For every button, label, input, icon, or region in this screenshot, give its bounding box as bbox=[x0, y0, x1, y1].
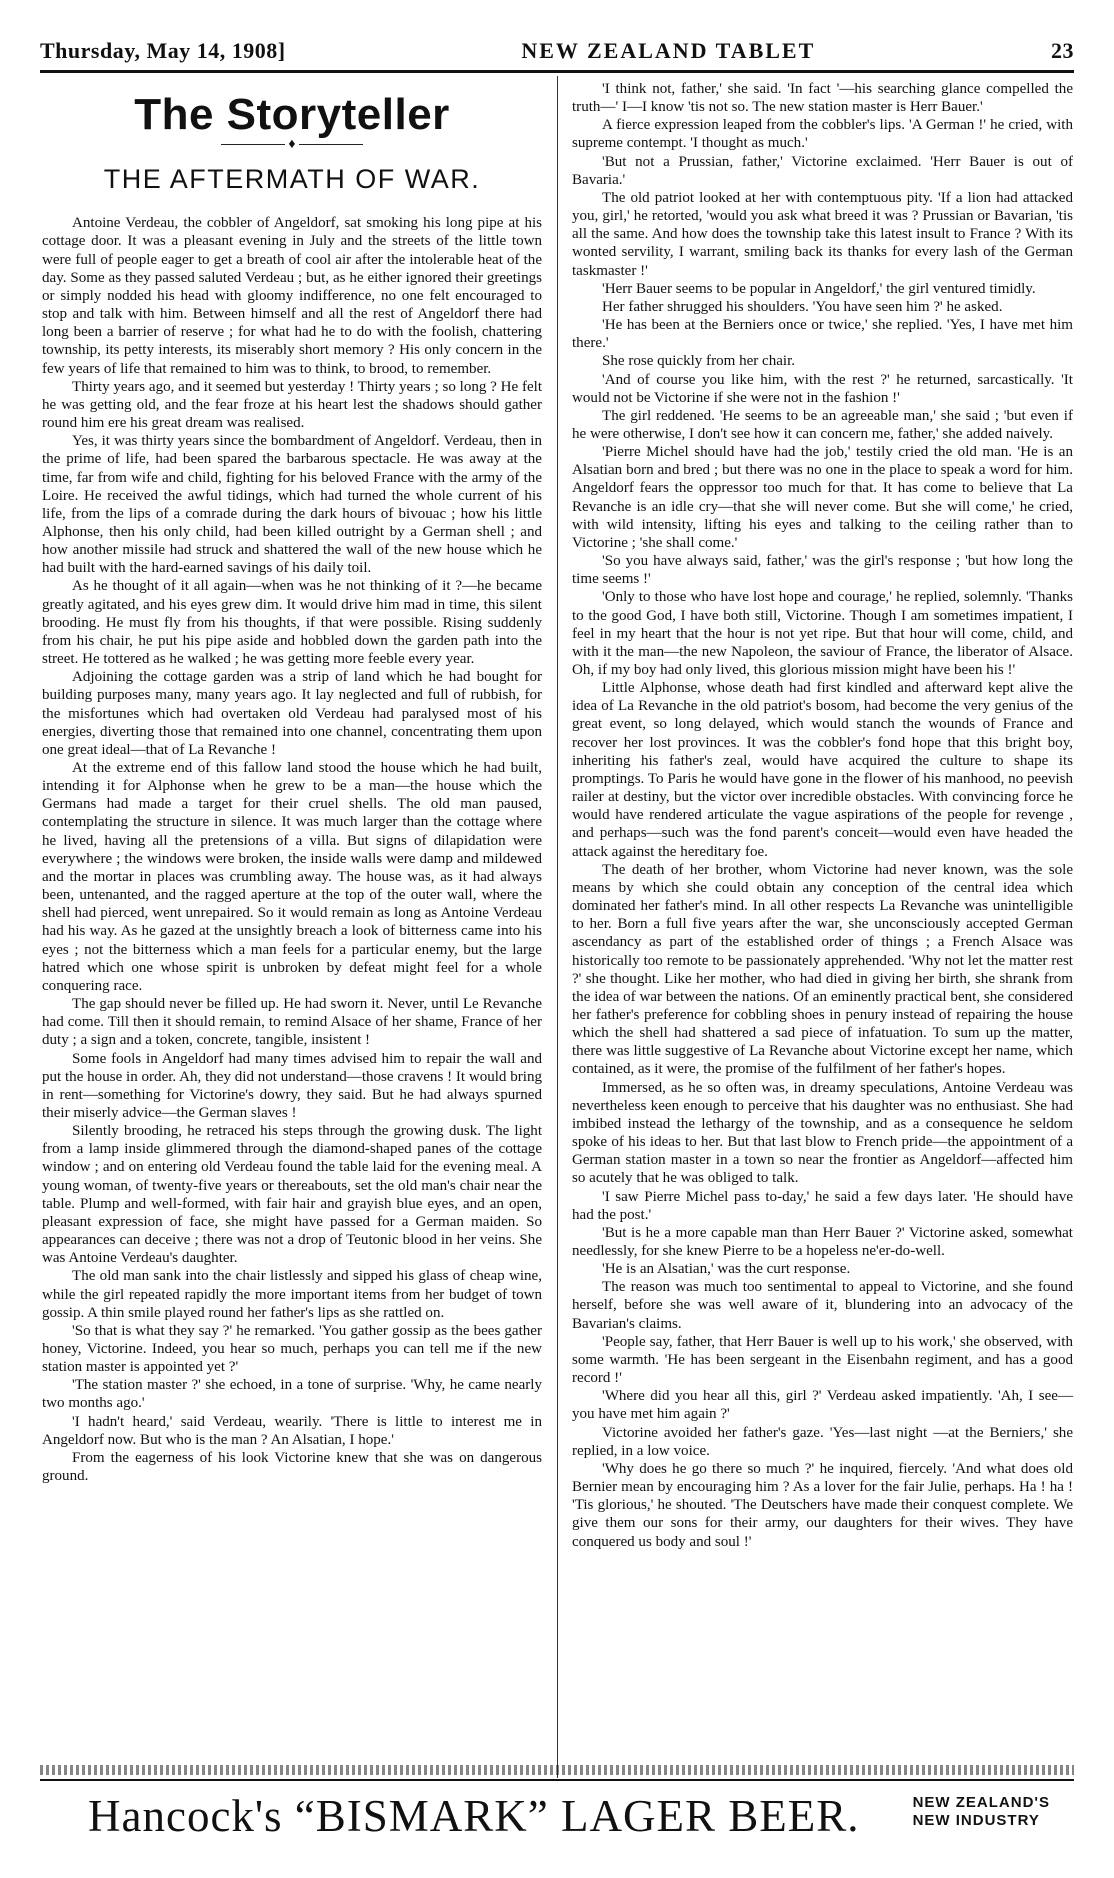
paragraph: 'Why does he go there so much ?' he inquired, fiercely. 'And what does old Bernier mean by encouraging him ? As a lover for the fair Julie, perhaps. Ha ! ha ! 'Tis glorious,' he shouted. 'The Deutschers have made their conquest complete. We give them our sons for their army, our daughters for their wives. They have conquered us body and soul !' bbox=[572, 1460, 1073, 1550]
ad-tagline bbox=[913, 1794, 1050, 1830]
paragraph: 'I saw Pierre Michel pass to-day,' he said a few days later. 'He should have had the post.' bbox=[572, 1188, 1073, 1223]
right-column bbox=[572, 80, 1073, 1551]
paragraph: 'Herr Bauer seems to be popular in Angeldorf,' the girl ventured timidly. bbox=[602, 280, 1036, 297]
paragraph: 'So you have always said, father,' was the girl's response ; 'but how long the time seems !' bbox=[572, 553, 1073, 588]
paragraph: Silently brooding, he retraced his steps through the growing dusk. The light from a lamp inside glimmered through the diamond-shaped panes of the cottage window ; and on entering old Verdeau found the table laid for the evening meal. A young woman, of twenty-five years or thereabouts, set the old man's chair near the table. Plump and well-formed, with fair hair and grayish blue eyes, and an open, pleasant expression of face, she might have passed for a German maiden. So appearances can deceive ; there was not a drop of Teutonic blood in her veins. She was Antoine Verdeau's daughter. bbox=[42, 1123, 542, 1267]
page-number: 23 bbox=[1051, 38, 1074, 63]
paragraph: Adjoining the cottage garden was a strip of land which he had bought for building purposes many, many years ago. It lay neglected and full of rubbish, for the misfortunes which had overtaken old Verdeau had paralysed most of his energies, diverting those that remained into one channel, concentrating them upon one great ideal—that of La Revanche ! bbox=[42, 669, 542, 758]
decorative-band bbox=[40, 1765, 1074, 1775]
paragraph: 'But is he a more capable man than Herr Bauer ?' Victorine asked, somewhat needlessly, for she knew Pierre to be a hopeless ne'er-do-well. bbox=[572, 1224, 1073, 1259]
page-header bbox=[40, 36, 1074, 64]
paragraph: 'And of course you like him, with the rest ?' he returned, sarcastically. 'It would not be Victorine if she were not in the fashion !' bbox=[572, 371, 1073, 406]
publication-name: NEW ZEALAND TABLET bbox=[521, 38, 816, 63]
left-column bbox=[42, 86, 542, 1485]
issue-date: Thursday, May 14, 1908] bbox=[40, 38, 286, 63]
paragraph: 'He has been at the Berniers once or twice,' she replied. 'Yes, I have met him there.' bbox=[572, 317, 1073, 352]
paragraph: 'I think not, father,' she said. 'In fact '—his searching glance compelled the truth—' I—I know 'tis not so. The new station master is Herr Bauer.' bbox=[572, 81, 1073, 116]
paragraph: 'But not a Prussian, father,' Victorine exclaimed. 'Herr Bauer is out of Bavaria.' bbox=[572, 153, 1073, 188]
advertisement bbox=[40, 1786, 1074, 1846]
paragraph: The old patriot looked at her with contemptuous pity. 'If a lion had attacked you, girl,' he retorted, 'would you ask what breed it was ? Prussian or Bavarian, 'tis all the same. And how does the township take this latest insult to France ? With its wonted servility, I warrant, smiling back its thanks for every lash of the German taskmaster !' bbox=[572, 189, 1073, 279]
paragraph: Victorine avoided her father's gaze. 'Yes—last night —at the Berniers,' she replied, in a low voice. bbox=[572, 1424, 1073, 1459]
paragraph: She rose quickly from her chair. bbox=[602, 353, 796, 370]
column-divider bbox=[557, 76, 558, 1778]
ornament-line-left bbox=[221, 144, 285, 145]
paragraph: Some fools in Angeldorf had many times advised him to repair the wall and put the house in order. Ah, they did not understand—those cravens ! It would bring in rent—something for Victorine's dowry, they said. But he had always spurned their miserly advice—the German slaves ! bbox=[42, 1050, 542, 1121]
paragraph: The reason was much too sentimental to appeal to Victorine, and she found herself, before she was well aware of it, blundering into an advocacy of the Bavarian's claims. bbox=[572, 1279, 1073, 1332]
paragraph: 'Where did you hear all this, girl ?' Verdeau asked impatiently. 'Ah, I see—you have met him again ?' bbox=[572, 1388, 1073, 1423]
paragraph: 'Only to those who have lost hope and courage,' he replied, solemnly. 'Thanks to the good God, I have both still, Victorine. Though I am sometimes impatient, I feel in my heart that the hour is not yet ripe. But that hour will come, child, and with it the man—the new Napoleon, the saviour of France, the liberator of Alsace. Oh, if my boy had only lived, this glorious mission might have been his !' bbox=[572, 589, 1073, 678]
paragraph: 'I hadn't heard,' said Verdeau, wearily. 'There is little to interest me in Angeldorf now. But who is the man ? An Alsatian, I hope.' bbox=[42, 1413, 542, 1448]
paragraph: Thirty years ago, and it seemed but yesterday ! Thirty years ; so long ? He felt he was getting old, and the fear froze at his heart lest the shadows should gather round him ere his great dream was realised. bbox=[42, 378, 542, 432]
paragraph: Antoine Verdeau, the cobbler of Angeldorf, sat smoking his long pipe at his cottage door. It was a pleasant evening in July and the streets of the little town were full of people eager to get a breath of cool air after the intolerable heat of the day. Some as they passed saluted Verdeau ; but, as he either ignored their greetings or simply nodded his head with gloomy indifference, no one felt encouraged to stop and talk with him. Between himself and all the rest of Angeldorf there had long been a barrier of reserve ; for what had he to do with the foolish, chattering township, its petty interests, its miserably short memory ? His only concern in the few years of life that remained to him was to think, to brood, to remember. bbox=[42, 215, 542, 377]
ad-tagline-line1: NEW ZEALAND'S bbox=[912, 1794, 1050, 1811]
ad-headline: Hancock's “BISMARK” LAGER BEER. bbox=[88, 1791, 860, 1841]
paragraph: 'The station master ?' she echoed, in a tone of surprise. 'Why, he came nearly two months ago.' bbox=[42, 1377, 542, 1412]
paragraph: Her father shrugged his shoulders. 'You have seen him ?' he asked. bbox=[602, 298, 1003, 315]
ornament-line-right bbox=[299, 144, 363, 145]
paragraph: The death of her brother, whom Victorine had never known, was the sole means by which she could obtain any conception of the central idea which dominated her father's mind. In all other respects La Revanche was unintelligible to her. Born a full five years after the war, she unconsciously accepted German ascendancy as part of the established order of things ; a French Alsace was historically too remote to be passionately apprehended. 'Why not let the matter rest ?' she thought. Like her mother, who had died in giving her birth, she shrank from the idea of war between the nations. Of an eminently practical bent, she considered her father's preference for cobbling shoes in penury instead of repairing the house which the shell had shattered a sad piece of infatuation. To sum up the matter, there was little suggestive of La Revanche about Victorine except her name, which contained, as it were, the promise of the fulfilment of her father's hopes. bbox=[572, 861, 1073, 1078]
paragraph: The old man sank into the chair listlessly and sipped his glass of cheap wine, while the girl repeated rapidly the more important items from her budget of town gossip. A thin smile played round her father's lips as she rattled on. bbox=[42, 1268, 542, 1321]
paragraph: 'He is an Alsatian,' was the curt response. bbox=[602, 1261, 851, 1278]
paragraph: The gap should never be filled up. He had sworn it. Never, until Le Revanche had come. Till then it should remain, to remind Alsace of her shame, France of her duty ; a sign and a token, concrete, tangible, insistent ! bbox=[42, 996, 542, 1049]
paragraph: A fierce expression leaped from the cobbler's lips. 'A German !' he cried, with supreme contempt. 'I thought as much.' bbox=[572, 117, 1073, 152]
footer-rule bbox=[40, 1779, 1074, 1781]
paragraph: From the eagerness of his look Victorine knew that she was on dangerous ground. bbox=[42, 1449, 542, 1485]
header-rule bbox=[40, 70, 1074, 73]
paragraph: Yes, it was thirty years since the bombardment of Angeldorf. Verdeau, then in the prime of life, had been spared the barbarous spectacle. He was away at the time, far from wife and child, fighting for his beloved France with the army of the Loire. He received the awful tidings, which had turned the whole current of his life, from the lips of a comrade during the dark hours of bivouac ; how his little Alphonse, then his only child, had been killed outright by a German shell ; and how another missile had struck and shattered the wall of the new house which he had built with the hard-earned savings of his daily toil. bbox=[42, 433, 542, 577]
paragraph: Immersed, as he so often was, in dreamy speculations, Antoine Verdeau was nevertheless keen enough to perceive that his daughter was no enthusiast. She had imbibed instead the lethargy of the township, and as a consequence he seldom spoke of his ideas to her. But that last blow to French pride—the appointment of a German station master in a town so near the frontier as Angeldorf—affected him so acutely that he was obliged to talk. bbox=[572, 1079, 1073, 1187]
paragraph: Little Alphonse, whose death had first kindled and afterward kept alive the idea of La Revanche in the old patriot's bosom, had become the very genius of the great event, so long delayed, which would stanch the wounds of France and recover her lost provinces. It was the cobbler's fond hope that this bright boy, inheriting his father's zeal, would have acquired the culture to shape its promptings. To Paris he would have gone in the flower of his manhood, no peevish railer at destiny, but the victor over incredible obstacles. With convincing force he would have rendered articulate the vague aspirations of the people for revenge , and perhaps—such was the fond parent's conceit—would even have headed the attack against the hereditary foe. bbox=[572, 680, 1073, 860]
section-title: The Storyteller bbox=[134, 90, 450, 139]
title-ornament bbox=[42, 138, 542, 152]
right-column-body bbox=[572, 80, 1073, 1551]
left-column-body bbox=[42, 214, 542, 1485]
story-title: THE AFTERMATH OF WAR. bbox=[103, 164, 481, 195]
paragraph: The girl reddened. 'He seems to be an agreeable man,' she said ; 'but even if he were otherwise, I don't see how it can concern me, father,' she added naively. bbox=[572, 407, 1073, 442]
paragraph: 'People say, father, that Herr Bauer is well up to his work,' she observed, with some warmth. 'He has been sergeant in the Eisenbahn regiment, and has a good record !' bbox=[572, 1333, 1073, 1387]
paragraph: As he thought of it all again—when was he not thinking of it ?—he became greatly agitated, and his eyes grew dim. It would drive him mad in time, this silent brooding. He must fly from his thoughts, if that were possible. Rising suddenly from his chair, he put his pipe aside and hobbled down the garden path into the street. He tottered as he walked ; he was getting more feeble every year. bbox=[42, 578, 542, 668]
paragraph: 'So that is what they say ?' he remarked. 'You gather gossip as the bees gather honey, Victorine. Indeed, you hear so much, perhaps you can tell me if the new station master is appointed yet ?' bbox=[42, 1322, 542, 1376]
paragraph: 'Pierre Michel should have had the job,' testily cried the old man. 'He is an Alsatian born and bred ; but there was no one in the place to speak a word for him. Angeldorf fears the oppressor too much for that. It has come to believe that La Revanche is an idle cry—that she will never come. But she will come,' he cried, with wild intensity, lifting his eyes and talking to the ceiling rather than to Victorine ; 'she shall come.' bbox=[572, 444, 1073, 551]
diamond-icon: ♦ bbox=[288, 137, 296, 153]
ad-tagline-line2: NEW INDUSTRY bbox=[912, 1812, 1040, 1829]
paragraph: At the extreme end of this fallow land stood the house which he had built, intending it for Alphonse when he grew to be a man—the house which the Germans had made a target for their cruel shells. The old man paused, contemplating the structure in silence. It was much larger than the cottage where he lived, having all the pretensions of a villa. But signs of dilapidation were everywhere ; the windows were broken, the inside walls were damp and mildewed and the mortar in places was crumbling away. The house was, as it had always been, untenanted, and the ragged aperture at the top of the outer wall, where the shell had pierced, went unrepaired. So it would remain as long as Antoine Verdeau had his way. As he gazed at the unsightly breach a look of bitterness came into his eyes ; not the bitterness which a man feels for a particular enemy, but the large hatred which one whose spirit is unbroken by defeat might feel for a whole conquering race. bbox=[42, 760, 542, 994]
